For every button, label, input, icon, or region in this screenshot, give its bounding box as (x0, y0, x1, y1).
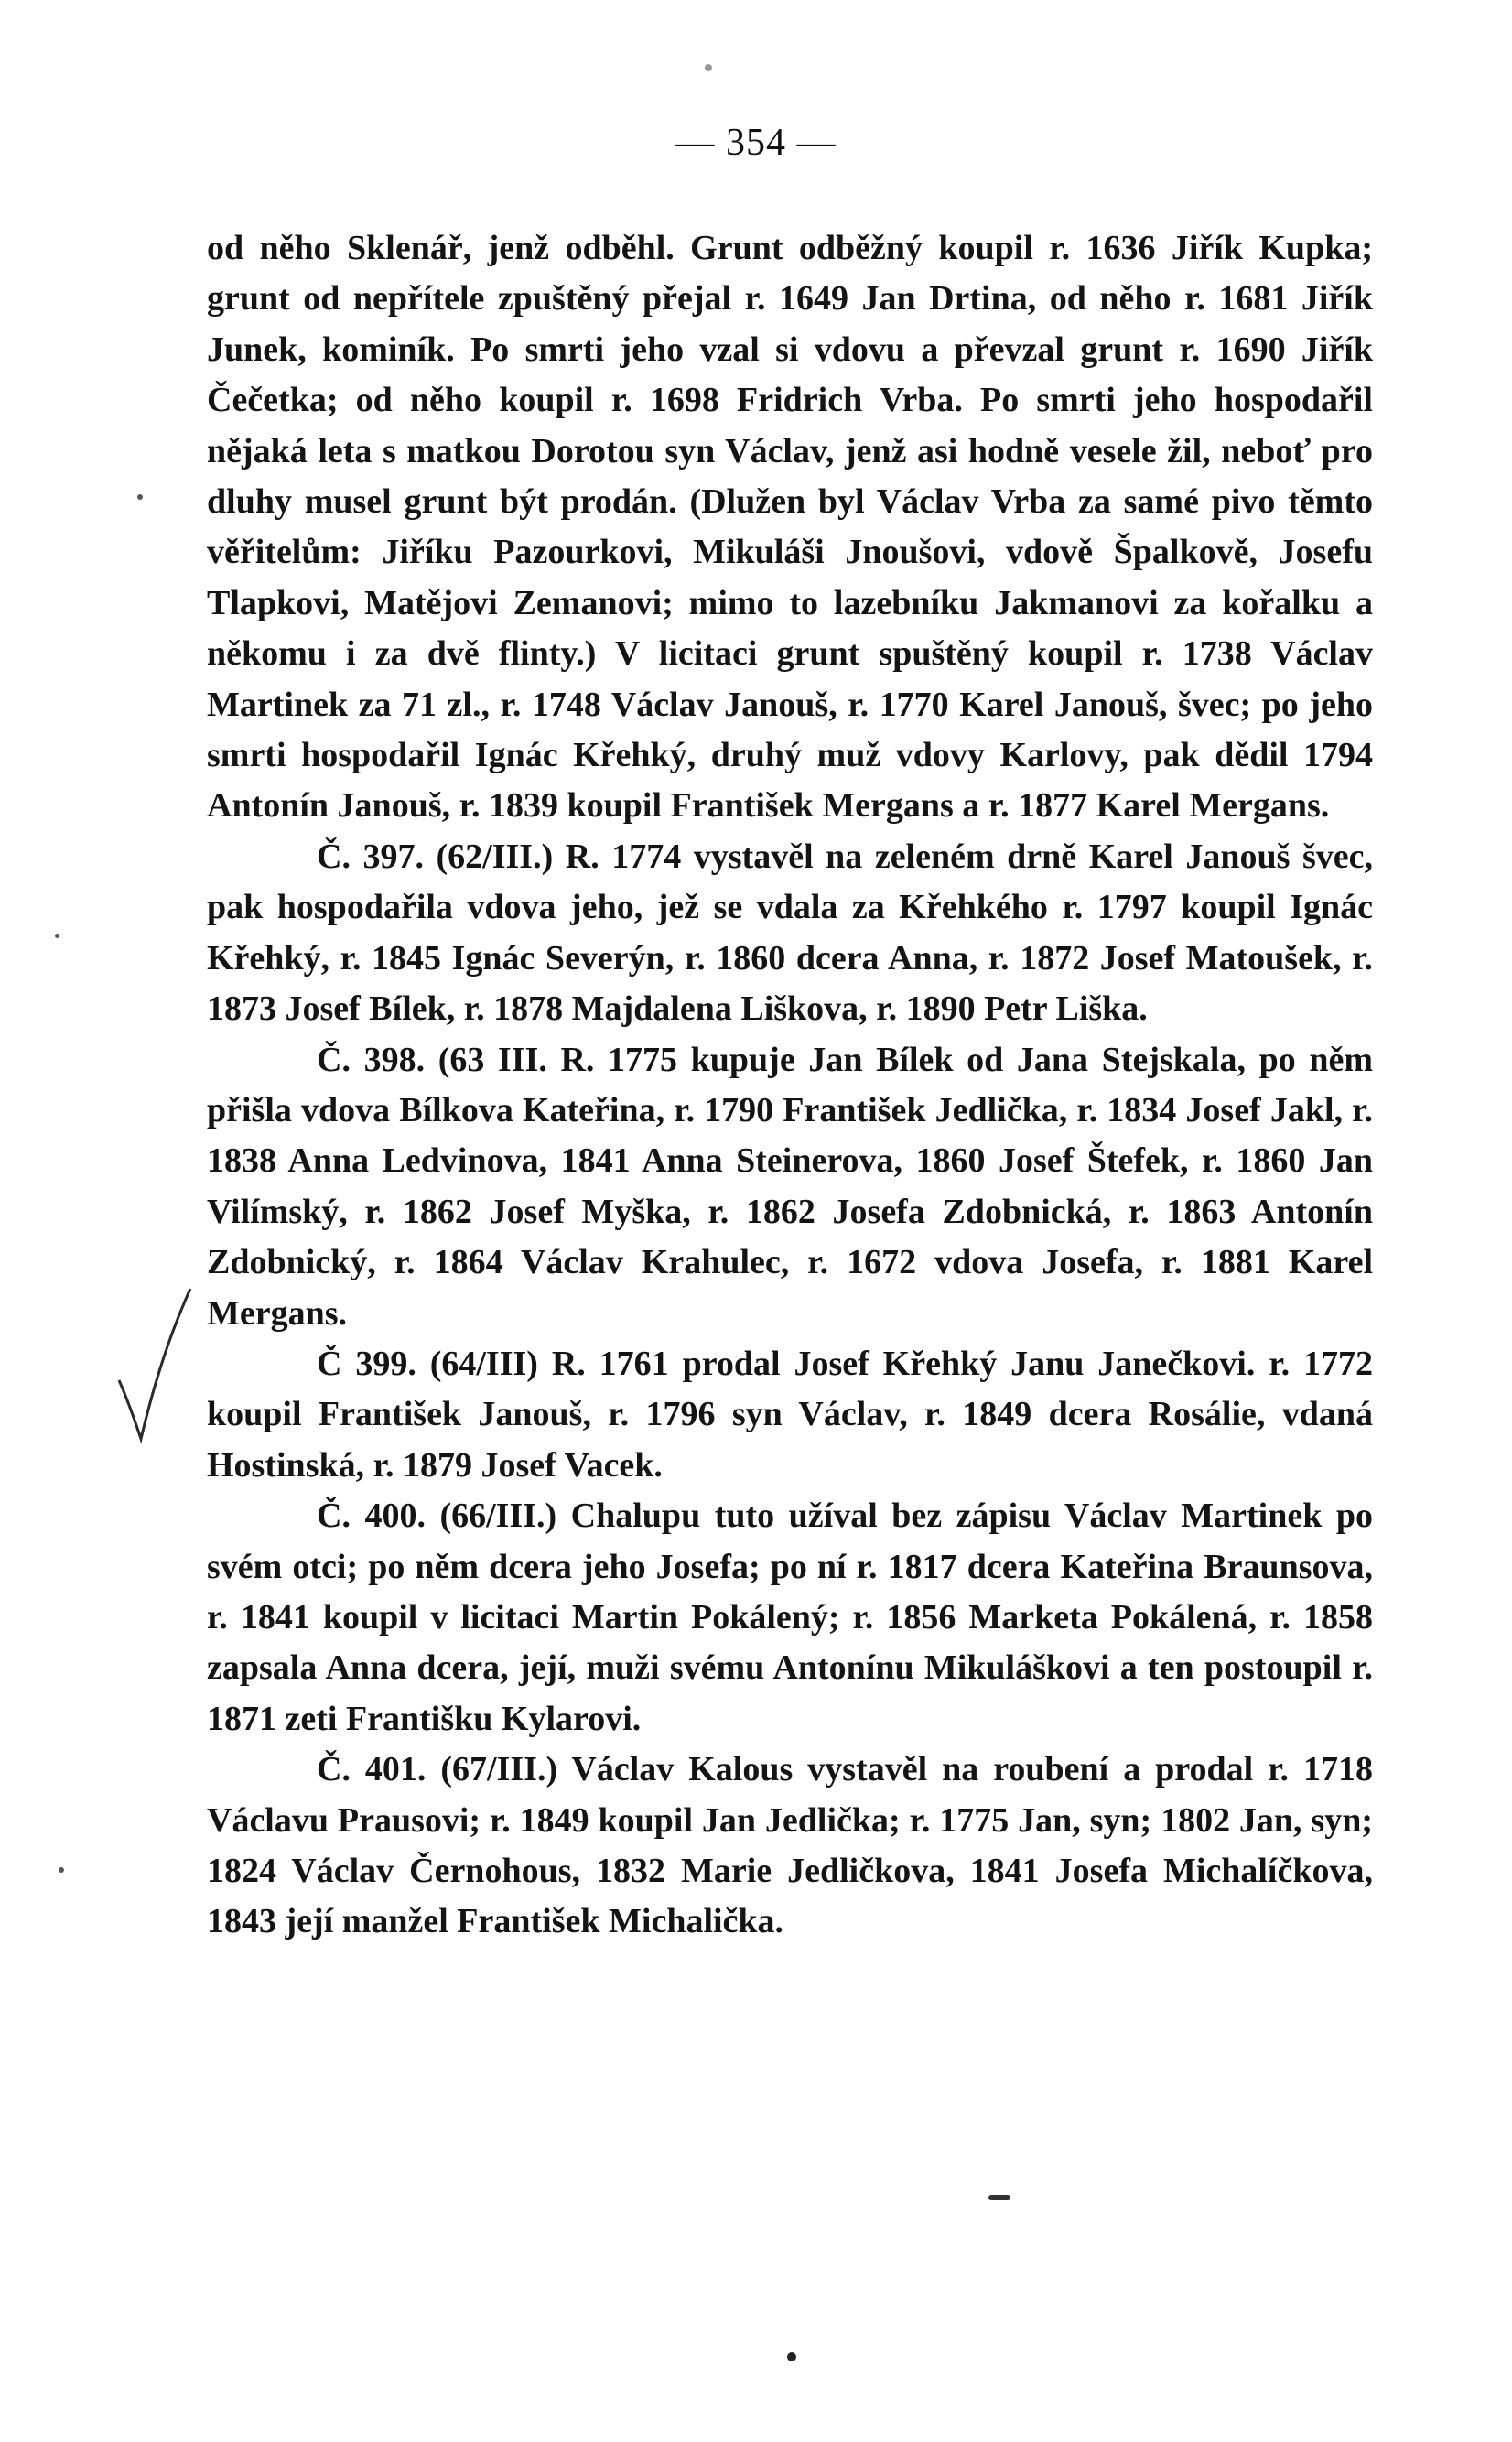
paragraph-3: Č. 398. (63 III. R. 1775 kupuje Jan Bílek od Jana Stejskala, po něm přišla vdova Bílkova Kateřina, r. 1790 František Jedlička, r. 1834 Josef Jakl, r. 1838 Anna Ledvinova, 1841 Anna Steinerova, 1860 Josef Štefek, r. 1860 Jan Vilímský, r. 1862 Josef Myška, r. 1862 Josefa Zdobnická, r. 1863 Antonín Zdobnický, r. 1864 Václav Krahulec, r. 1672 vdova Josefa, r. 1881 Karel Mergans. (207, 1040, 1373, 1333)
paper-speck (705, 64, 712, 71)
paper-speck (55, 934, 59, 938)
paragraph-6: Č. 401. (67/III.) Václav Kalous vystavěl na roubení a prodal r. 1718 Václavu Prausovi; r. 1849 koupil Jan Jedlička; r. 1775 Jan, syn; 1802 Jan, syn; 1824 Václav Černohous, 1832 Marie Jedličkova, 1841 Josefa Michalíčkova, 1843 její manžel František Michalička. (207, 1750, 1373, 1941)
paragraph-2: Č. 397. (62/III.) R. 1774 vystavěl na zeleném drně Karel Janouš švec, pak hospodařila vdova jeho, jež se vdala za Křehkého r. 1797 koupil Ignác Křehký, r. 1845 Ignác Severýn, r. 1860 dcera Anna, r. 1872 Josef Matoušek, r. 1873 Josef Bílek, r. 1878 Majdalena Liškova, r. 1890 Petr Liška. (207, 837, 1373, 1029)
paper-speck (787, 2352, 796, 2361)
paragraph-4: Č 399. (64/III) R. 1761 prodal Josef Křehký Janu Janečkovi. r. 1772 koupil František Janouš, r. 1796 syn Václav, r. 1849 dcera Rosálie, vdaná Hostinská, r. 1879 Josef Vacek. (207, 1344, 1373, 1485)
paragraph-1: od něho Sklenář, jenž odběhl. Grunt odběžný koupil r. 1636 Jiřík Kupka; grunt od nepřítele zpuštěný přejal r. 1649 Jan Drtina, od něho r. 1681 Jiřík Junek, kominík. Po smrti jeho vzal si vdovu a převzal grunt r. 1690 Jiřík Čečetka; od něho koupil r. 1698 Fridrich Vrba. Po smrti jeho hospodařil nějaká leta s matkou Dorotou syn Václav, jenž asi hodně vesele žil, neboť pro dluhy musel grunt být prodán. (Dlužen byl Václav Vrba za samé pivo těmto věřitelům: Jiříku Pazourkovi, Mikuláši Jnoušovi, vdově Špalkově, Josefu Tlapkovi, Matějovi Zemanovi; mimo to lazebníku Jakmanovi za kořalku a někomu i za dvě flinty.) V licitaci grunt spuštěný koupil r. 1738 Václav Martinek za 71 zl., r. 1748 Václav Janouš, r. 1770 Karel Janouš, švec; po jeho smrti hospodařil Ignác Křehký, druhý muž vdovy Karlovy, pak dědil 1794 Antonín Janouš, r. 1839 koupil František Mergans a r. 1877 Karel Mergans. (207, 229, 1373, 826)
page-number: — 354 — (675, 122, 837, 164)
paper-speck (988, 2195, 1010, 2200)
paper-speck (59, 1867, 64, 1873)
body-text (207, 223, 1373, 1948)
paper-speck (137, 494, 143, 500)
paragraph-5: Č. 400. (66/III.) Chalupu tuto užíval bez zápisu Václav Martinek po svém otci; po něm dcera jeho Josefa; po ní r. 1817 dcera Kateřina Braunsova, r. 1841 koupil v licitaci Martin Pokálený; r. 1856 Marketa Pokálená, r. 1858 zapsala Anna dcera, její, muži svému Antonínu Mikuláškovi a ten postoupil r. 1871 zeti Františku Kylarovi. (207, 1497, 1373, 1738)
handwritten-check-mark-icon (113, 1281, 196, 1446)
